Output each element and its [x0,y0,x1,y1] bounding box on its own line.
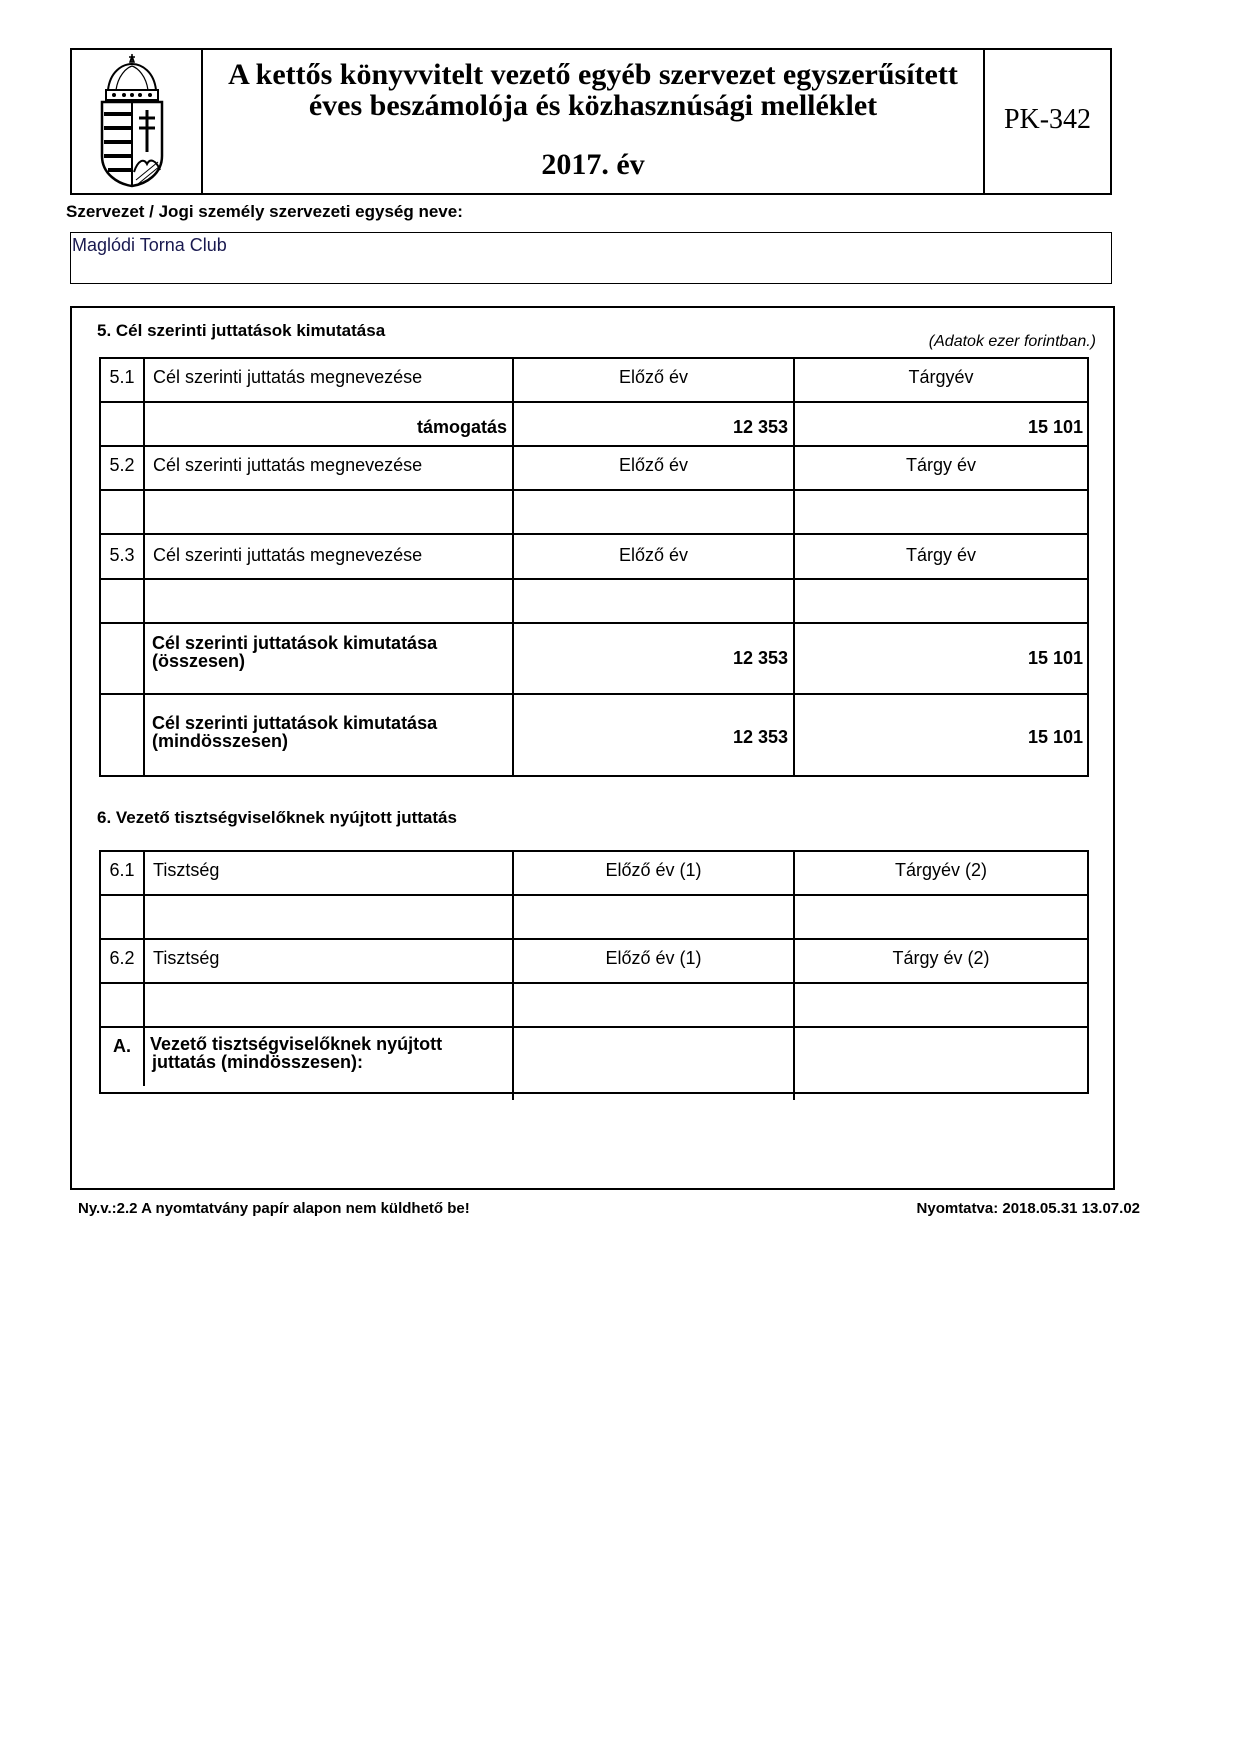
col-header-prev: Előző év [618,545,689,565]
s6-vline [512,850,514,1100]
col-header-name: Cél szerinti juttatás megnevezése [153,455,423,475]
form-title-line1: A kettős könyvvitelt vezető egyéb szervezet egyszerűsített [228,58,958,91]
total-prev: 12 353 [732,648,788,668]
s6-hline [99,982,1089,984]
row-number: 6.1 [109,860,135,880]
grand-total-label-line1: Cél szerinti juttatások kimutatása [152,713,438,733]
form-year: 2017. év [541,148,645,181]
s5-hline [99,401,1089,403]
section5-title: 5. Cél szerinti juttatások kimutatása [97,321,386,340]
col-header-prev: Előző év [618,455,689,475]
s5-hline [99,489,1089,491]
col-header-position: Tisztség [153,948,220,968]
s6-hline [99,894,1089,896]
benefit-curr: 15 101 [1027,417,1083,437]
org-label: Szervezet / Jogi személy szervezeti egység neve: [66,202,463,221]
s5-hline [99,533,1089,535]
leader-total-label-line1: Vezető tisztségviselőknek nyújtott [150,1034,443,1054]
grand-total-prev: 12 353 [732,727,788,747]
col-header-curr: Tárgy év [905,455,977,475]
footer-note: Ny.v.:2.2 A nyomtatvány papír alapon nem küldhető be! [78,1200,470,1217]
col-header-prev: Előző év [618,367,689,387]
col-header-curr: Tárgy év [905,545,977,565]
col-header-curr: Tárgy év (2) [892,948,990,968]
s6-vline [793,850,795,1100]
benefit-prev: 12 353 [732,417,788,437]
section6-title: 6. Vezető tisztségviselőknek nyújtott juttatás [97,808,457,827]
col-header-prev: Előző év (1) [605,860,702,880]
col-header-curr: Tárgyév (2) [894,860,988,880]
row-number: 5.2 [109,455,135,475]
row-number: 5.1 [109,367,135,387]
print-timestamp: Nyomtatva: 2018.05.31 13.07.02 [916,1200,1140,1217]
org-name-value: Maglódi Torna Club [72,235,227,255]
s5-hline [99,622,1089,624]
benefit-name: támogatás [416,417,507,437]
s6-vline [143,850,145,1086]
col-header-curr: Tárgyév [908,367,974,387]
col-header-name: Cél szerinti juttatás megnevezése [153,545,423,565]
row-number: A. [113,1036,131,1056]
s5-hline [99,693,1089,695]
s6-hline [99,938,1089,940]
unit-note: (Adatok ezer forintban.) [928,333,1096,350]
form-code: PK-342 [1003,104,1092,135]
s5-hline [99,445,1089,447]
row-number: 5.3 [109,545,135,565]
grand-total-label-line2: (mindösszesen) [152,731,289,751]
col-header-name: Cél szerinti juttatás megnevezése [153,367,423,387]
s5-hline [99,578,1089,580]
total-label-line2: (összesen) [152,651,246,671]
col-header-position: Tisztség [153,860,220,880]
grand-total-curr: 15 101 [1027,727,1083,747]
coat-of-arms-icon [96,52,168,188]
total-curr: 15 101 [1027,648,1083,668]
row-number: 6.2 [109,948,135,968]
s6-hline [99,1026,1089,1028]
total-label-line1: Cél szerinti juttatások kimutatása [152,633,438,653]
leader-total-label-line2: juttatás (mindösszesen): [152,1052,364,1072]
col-header-prev: Előző év (1) [605,948,702,968]
form-title-line2: éves beszámolója és közhasznúsági melléklet [308,89,878,122]
